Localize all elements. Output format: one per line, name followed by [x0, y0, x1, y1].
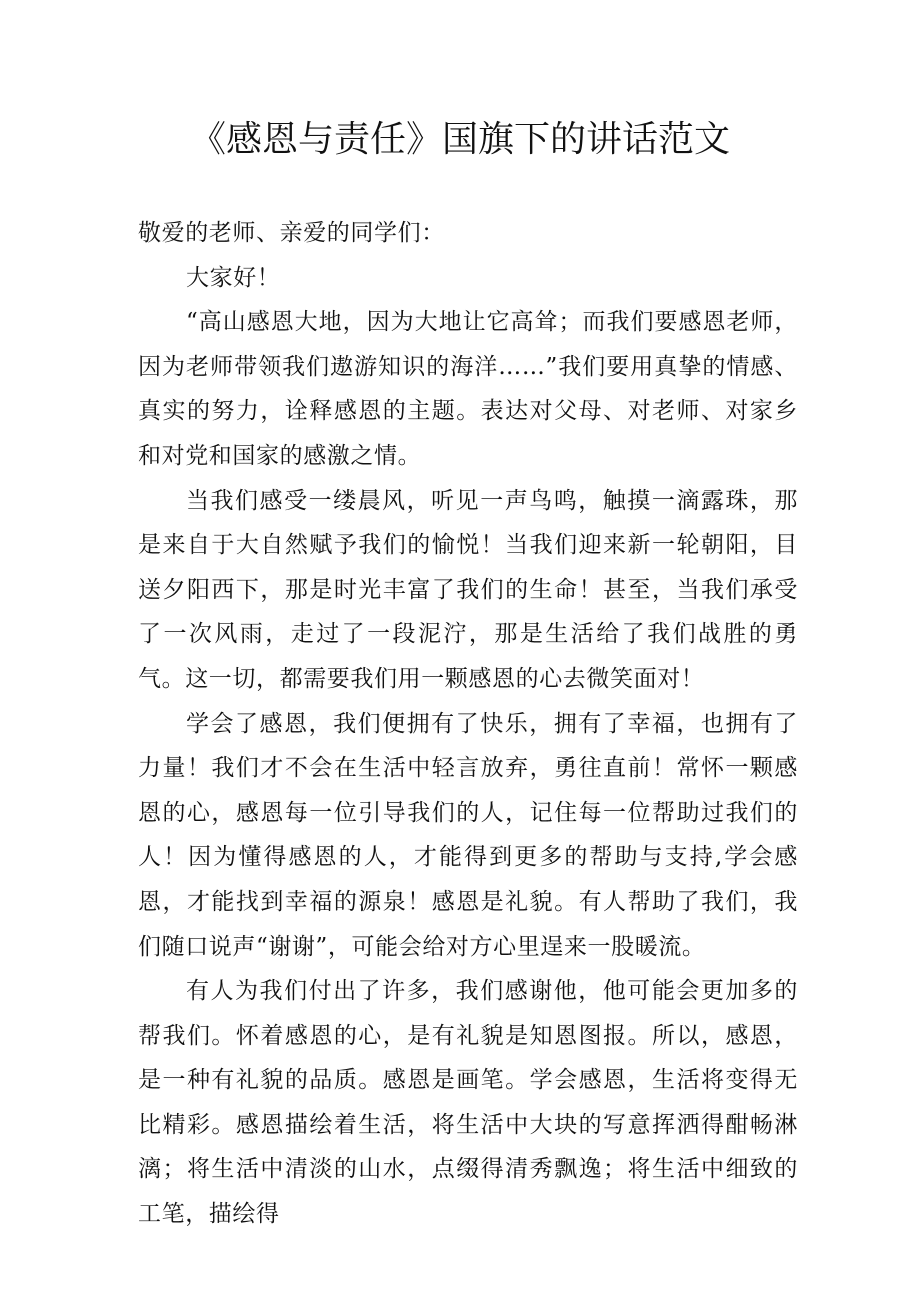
- document-title: 《感恩与责任》国旗下的讲话范文: [189, 119, 730, 160]
- salutation: 敬爱的老师、亲爱的同学们：: [138, 220, 445, 246]
- paragraph-brush: 有人为我们付出了许多，我们感谢他，他可能会更加多的帮我们。怀着感恩的心，是有礼貌是知恩图报。所以，感恩，是一种有礼貌的品质。感恩是画笔。学会感恩，生活将变得无比精彩。感恩描绘着生活，将生活中大块的写意挥洒得酣畅淋漓；将生活中清淡的山水，点缀得清秀飘逸；将生活中细致的工笔，描绘得: [138, 978, 798, 1228]
- paragraph-nature: 当我们感受一缕晨风，听见一声鸟鸣，触摸一滴露珠，那是来自于大自然赋予我们的愉悦！当我们迎来新一轮朝阳，目送夕阳西下，那是时光丰富了我们的生命！甚至，当我们承受了一次风雨，走过了一段泥泞，那是生活给了我们战胜的勇气。这一切，都需要我们用一颗感恩的心去微笑面对！: [138, 487, 798, 692]
- paragraph-quote: “高山感恩大地，因为大地让它高耸；而我们要感恩老师，因为老师带领我们遨游知识的海洋……”我们要用真挚的情感、真实的努力，诠释感恩的主题。表达对父母、对老师、对家乡和对党和国家的感激之情。: [138, 309, 798, 469]
- paragraph-greeting: 大家好！: [186, 264, 281, 291]
- document-body: [138, 211, 798, 1237]
- paragraph-gratitude: 学会了感恩，我们便拥有了快乐，拥有了幸福，也拥有了力量！我们才不会在生活中轻言放弃，勇往直前！常怀一颗感恩的心，感恩每一位引导我们的人，记住每一位帮助过我们的人！因为懂得感恩的人，才能得到更多的帮助与支持,学会感恩，才能找到幸福的源泉！感恩是礼貌。有人帮助了我们，我们随口说声“谢谢”，可能会给对方心里逞来一股暖流。: [138, 710, 798, 960]
